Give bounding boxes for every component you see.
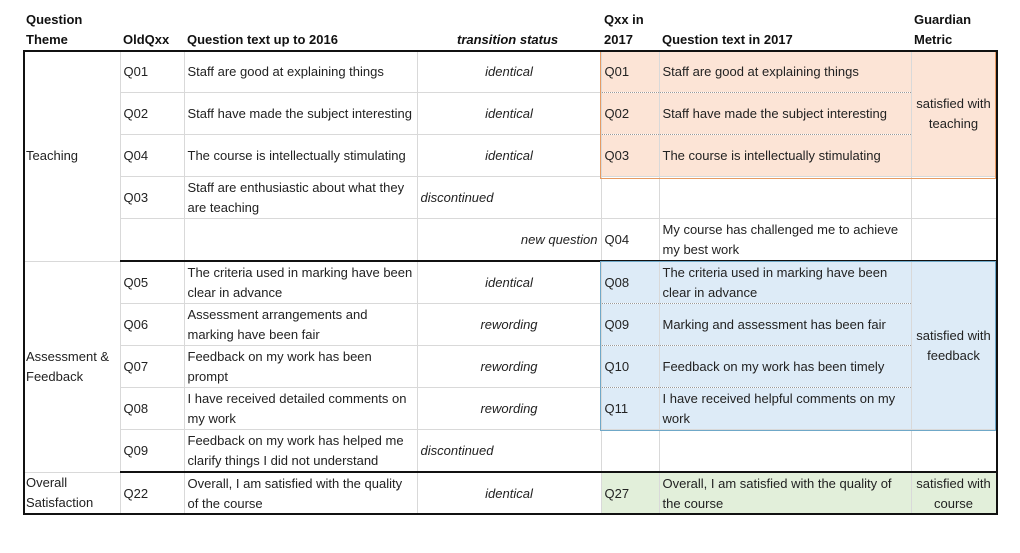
metric-cell-empty bbox=[911, 430, 996, 473]
header-text-2016: Question text up to 2016 bbox=[187, 32, 338, 47]
metric-cell-empty bbox=[911, 219, 996, 262]
new-qxx-cell: Q09 bbox=[601, 304, 659, 346]
header-qxx-2017 bbox=[604, 10, 644, 50]
table-row bbox=[23, 304, 996, 346]
question-mapping-table bbox=[23, 51, 997, 515]
header-qxx-line2: 2017 bbox=[604, 32, 633, 47]
new-text-cell bbox=[659, 430, 911, 473]
theme-cell: Teaching bbox=[23, 51, 120, 261]
old-text-cell: The course is intellectually stimulating bbox=[184, 135, 417, 177]
new-qxx-cell: Q08 bbox=[601, 261, 659, 304]
header-question-theme bbox=[26, 10, 82, 50]
status-cell: new question bbox=[417, 219, 601, 262]
status-cell: discontinued bbox=[417, 177, 601, 219]
old-qxx-cell: Q06 bbox=[120, 304, 184, 346]
header-theme-line1: Question bbox=[26, 12, 83, 27]
metric-cell: satisfied with feedback bbox=[911, 261, 996, 430]
theme-cell: Overall Satisfaction bbox=[23, 472, 120, 515]
old-text-cell: Overall, I am satisfied with the quality of the course bbox=[184, 472, 417, 515]
old-qxx-cell: Q01 bbox=[120, 51, 184, 93]
status-cell: identical bbox=[417, 135, 601, 177]
new-text-cell: Overall, I am satisfied with the quality of the course bbox=[659, 472, 911, 515]
old-qxx-cell: Q09 bbox=[120, 430, 184, 473]
new-qxx-cell: Q11 bbox=[601, 388, 659, 430]
old-qxx-cell: Q07 bbox=[120, 346, 184, 388]
old-qxx-cell: Q04 bbox=[120, 135, 184, 177]
old-qxx-cell: Q03 bbox=[120, 177, 184, 219]
new-qxx-cell: Q04 bbox=[601, 219, 659, 262]
status-cell: rewording bbox=[417, 388, 601, 430]
header-old-qxx: OldQxx bbox=[123, 32, 170, 47]
new-text-cell: Feedback on my work has been timely bbox=[659, 346, 911, 388]
new-text-cell: I have received helpful comments on my work bbox=[659, 388, 911, 430]
old-text-cell: Feedback on my work has been prompt bbox=[184, 346, 417, 388]
header-metric-line2: Metric bbox=[914, 32, 953, 47]
status-cell: rewording bbox=[417, 304, 601, 346]
table-row bbox=[23, 261, 996, 304]
new-qxx-cell: Q10 bbox=[601, 346, 659, 388]
new-qxx-cell bbox=[601, 430, 659, 473]
table-row bbox=[23, 177, 996, 219]
table-row bbox=[23, 219, 996, 262]
status-cell: identical bbox=[417, 93, 601, 135]
new-text-cell: The course is intellectually stimulating bbox=[659, 135, 911, 177]
status-cell: identical bbox=[417, 51, 601, 93]
old-text-cell: I have received detailed comments on my work bbox=[184, 388, 417, 430]
status-cell: discontinued bbox=[417, 430, 601, 473]
new-qxx-cell bbox=[601, 177, 659, 219]
header-theme-line2: Theme bbox=[26, 32, 68, 47]
table-row bbox=[23, 135, 996, 177]
new-qxx-cell: Q03 bbox=[601, 135, 659, 177]
metric-cell: satisfied with teaching bbox=[911, 51, 996, 177]
metric-cell: satisfied with course bbox=[911, 472, 996, 515]
old-text-cell: Assessment arrangements and marking have been fair bbox=[184, 304, 417, 346]
old-text-cell: Feedback on my work has helped me clarify things I did not understand bbox=[184, 430, 417, 473]
old-qxx-cell: Q02 bbox=[120, 93, 184, 135]
new-text-cell: Staff are good at explaining things bbox=[659, 51, 911, 93]
status-cell: identical bbox=[417, 472, 601, 515]
theme-cell: Assessment & Feedback bbox=[23, 261, 120, 472]
status-cell: rewording bbox=[417, 346, 601, 388]
table-row bbox=[23, 346, 996, 388]
table-row bbox=[23, 51, 996, 93]
header-text-2017: Question text in 2017 bbox=[662, 32, 793, 47]
header-metric-line1: Guardian bbox=[914, 12, 972, 27]
table-row bbox=[23, 430, 996, 473]
old-text-cell bbox=[184, 219, 417, 262]
new-qxx-cell: Q02 bbox=[601, 93, 659, 135]
table-row bbox=[23, 388, 996, 430]
old-qxx-cell: Q08 bbox=[120, 388, 184, 430]
new-qxx-cell: Q27 bbox=[601, 472, 659, 515]
header-transition-status: transition status bbox=[457, 32, 559, 47]
old-qxx-cell: Q05 bbox=[120, 261, 184, 304]
metric-cell-empty bbox=[911, 177, 996, 219]
header-qxx-line1: Qxx in bbox=[604, 12, 644, 27]
new-qxx-cell: Q01 bbox=[601, 51, 659, 93]
table-row bbox=[23, 472, 996, 515]
table-row bbox=[23, 93, 996, 135]
old-qxx-cell: Q22 bbox=[120, 472, 184, 515]
old-qxx-cell bbox=[120, 219, 184, 262]
old-text-cell: Staff have made the subject interesting bbox=[184, 93, 417, 135]
new-text-cell bbox=[659, 177, 911, 219]
new-text-cell: My course has challenged me to achieve my best work bbox=[659, 219, 911, 262]
new-text-cell: Marking and assessment has been fair bbox=[659, 304, 911, 346]
new-text-cell: The criteria used in marking have been clear in advance bbox=[659, 261, 911, 304]
old-text-cell: Staff are good at explaining things bbox=[184, 51, 417, 93]
old-text-cell: Staff are enthusiastic about what they are teaching bbox=[184, 177, 417, 219]
old-text-cell: The criteria used in marking have been clear in advance bbox=[184, 261, 417, 304]
header-guardian-metric bbox=[914, 10, 971, 50]
new-text-cell: Staff have made the subject interesting bbox=[659, 93, 911, 135]
status-cell: identical bbox=[417, 261, 601, 304]
